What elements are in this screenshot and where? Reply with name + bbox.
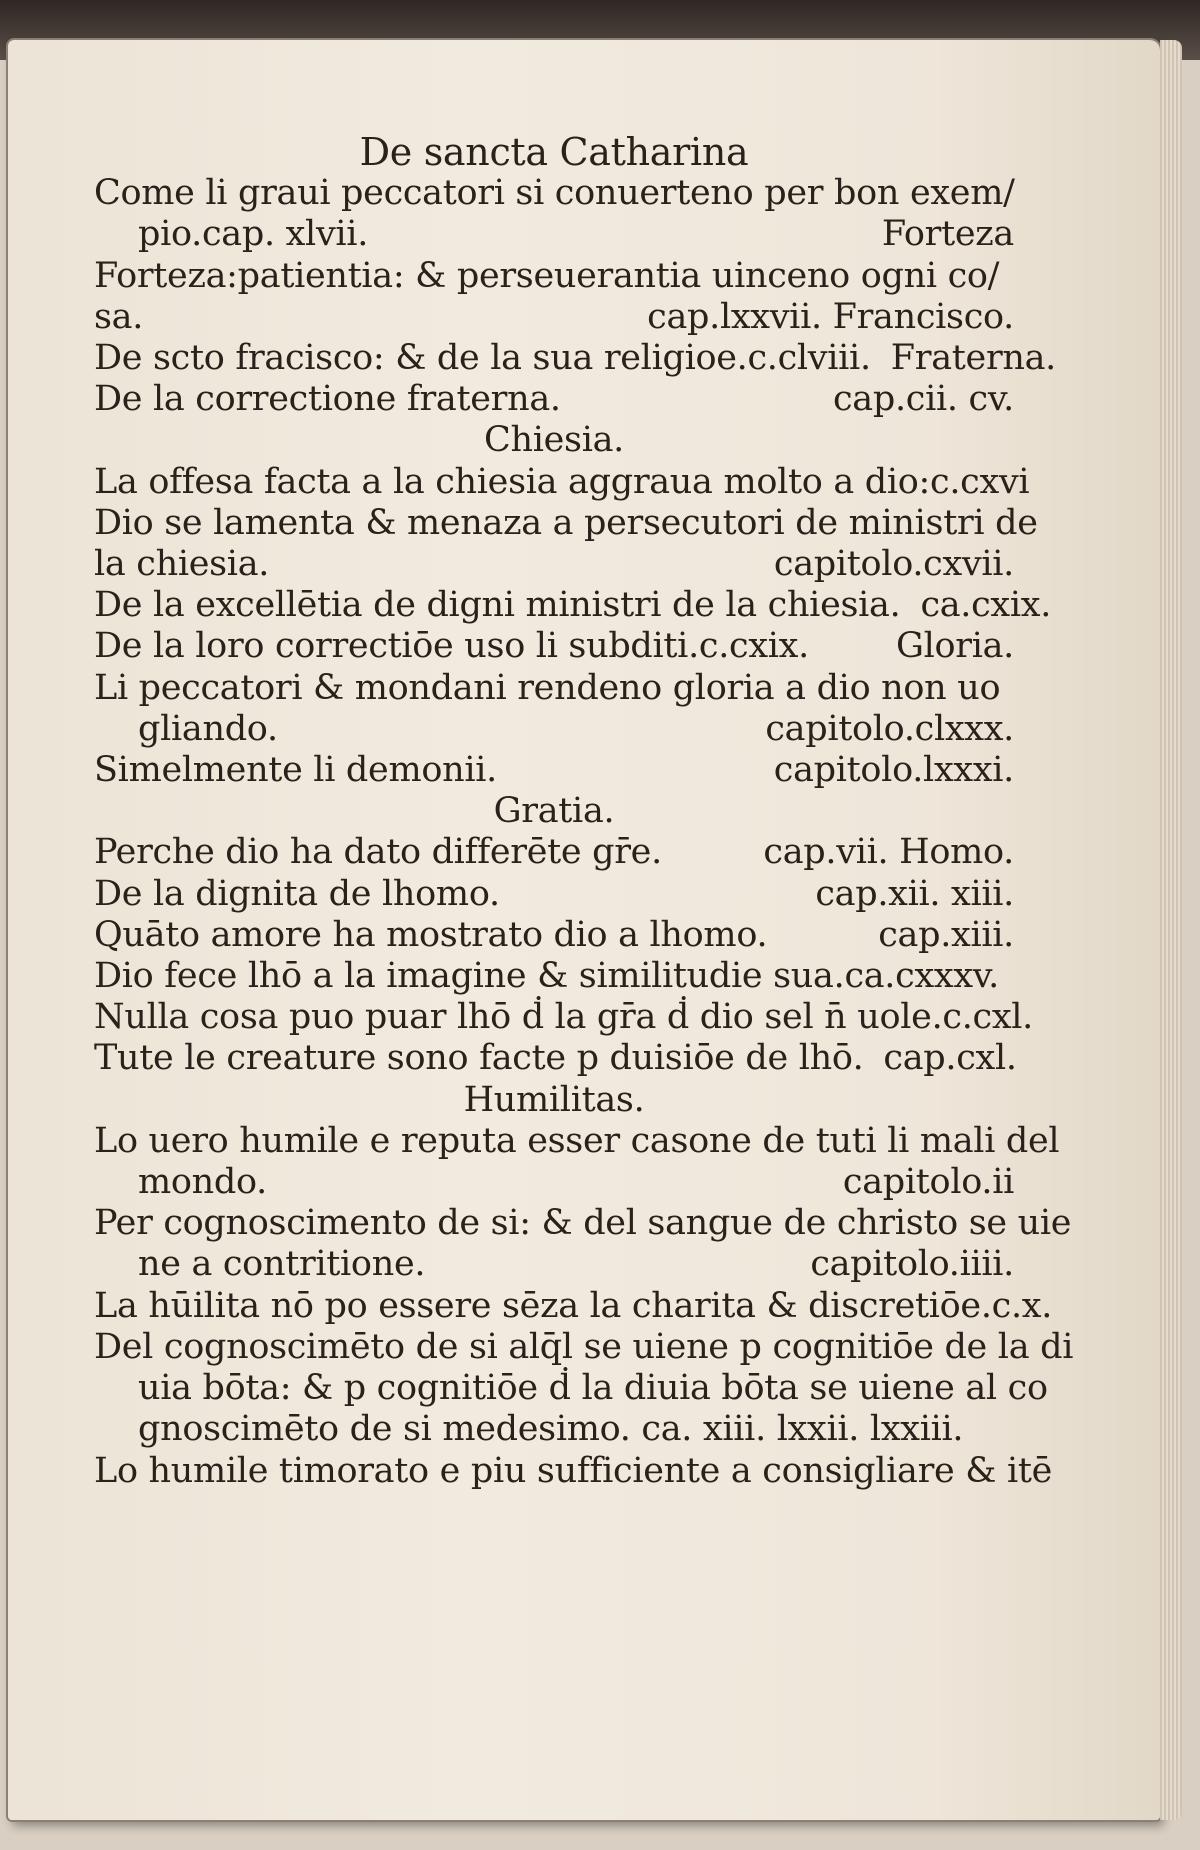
entry-reference: cap.cii. cv. [833,379,1014,420]
entry-text: Lo uero humile e reputa esser casone de tuti li mali del [94,1120,1060,1161]
entry-reference: Forteza [881,214,1014,255]
entry-text: mondo. [138,1162,267,1203]
index-line [94,1244,1014,1285]
index-line [94,1368,1048,1409]
entry-text: Come li graui peccatori si conuerteno per bon exem/ [94,173,1015,214]
entry-text: Per cognoscimento de si: & del sangue de christo se uie [94,1203,1072,1244]
entry-text: Perche dio ha dato differēte gr̄e. [94,832,662,873]
index-text-block [94,130,1074,1492]
index-line [94,502,1038,544]
index-line [94,1285,1053,1327]
index-line [94,956,1014,997]
entry-reference: capitolo.lxxxi. [773,750,1014,791]
entry-reference: capitolo.ii [842,1162,1014,1203]
entry-text: uia bōta: & p cognitiōe ḋ la diuia bōta se uiene al co [138,1368,1048,1409]
index-line [94,173,1014,214]
section-heading: Gratia. [493,791,615,832]
entry-text: Quāto amore ha mostrato dio a lhomo. [94,914,768,955]
index-line [94,256,1014,297]
index-line [94,915,1014,956]
entry-text: gliando. [138,708,278,749]
index-line [94,1203,1072,1244]
entry-text: De scto fracisco: & de la sua religioe.c.clviii. [94,338,871,379]
entry-reference: cap.xiii. [878,914,1014,955]
section-heading: Chiesia. [484,420,624,461]
index-line [94,626,1014,667]
index-line [94,750,1014,791]
entry-text: De la excellētia de digni ministri de la chiesia. [94,585,901,626]
entry-reference: cap.cxl. [883,1038,1017,1079]
index-line [94,874,1014,915]
index-line [94,379,1014,420]
index-line [94,1038,1017,1079]
index-line [94,668,1014,709]
index-line [94,297,1014,338]
entry-text: La hūilita nō po essere sēza la charita & discretiōe.c.x. [94,1285,1053,1326]
entry-text: Del cognoscimēto de si alq̄l se uiene p cognitiōe de la di [94,1326,1074,1367]
index-line [94,585,1052,626]
entry-reference: Fraterna. [890,338,1057,379]
section-heading: Humilitas. [463,1079,645,1120]
entry-reference: capitolo.clxxx. [765,708,1014,749]
index-line [94,1120,1060,1162]
index-line [94,1162,1014,1203]
index-line [94,338,1057,379]
entry-text: Lo humile timorato e piu sufficiente a consigliare & itē [94,1450,1053,1491]
entry-text: Dio se lamenta & menaza a persecutori de ministri de [94,502,1038,543]
running-head: De sancta Catharina [359,130,749,174]
index-line [94,214,1014,255]
index-entries [94,173,1074,1492]
entry-reference: cap.xii. xiii. [815,873,1014,914]
page-edges [1160,40,1182,1820]
entry-text: Forteza:patientia: & perseuerantia uinceno ogni co/ [94,255,1000,296]
entry-text: ne a contritione. [138,1244,426,1285]
entry-text: De la dignita de lhomo. [94,873,500,914]
entry-text: Nulla cosa puo puar lhō ḋ la gr̄a ḋ dio sel n̄ uole.c.cxl. [94,997,1033,1038]
index-line [94,1326,1074,1368]
entry-reference: cap.vii. Homo. [763,832,1014,873]
index-line [94,832,1014,873]
entry-reference: capitolo.iiii. [810,1244,1014,1285]
entry-reference: ca.cxix. [920,585,1052,626]
entry-text: Li peccatori & mondani rendeno gloria a dio non uo [94,667,1001,708]
entry-text: la chiesia. [94,544,270,585]
index-line [94,997,1033,1038]
index-line [94,709,1014,750]
entry-text: Tute le creature sono facte p duisiōe de lhō. [94,1038,864,1079]
entry-reference: Gloria. [895,626,1014,667]
entry-reference: capitolo.cxvii. [773,544,1014,585]
entry-reference: cap.lxxvii. Francisco. [647,296,1014,337]
entry-text: sa. [94,296,144,337]
index-line [94,1450,1053,1492]
entry-text: Dio fece lhō a la imagine & similitudie sua.ca.cxxxv. [94,956,999,997]
entry-text: pio.cap. xlvii. [138,214,369,255]
entry-text: La offesa facta a la chiesia aggraua molto a dio:c.cxvi [94,461,1030,502]
index-line [94,544,1014,585]
index-line [94,461,1030,503]
entry-text: De la loro correctiōe uso li subditi.c.cxix. [94,626,809,667]
entry-text: Simelmente li demonii. [94,750,497,791]
entry-text: De la correctione fraterna. [94,379,561,420]
index-line [94,1409,1014,1450]
entry-text: gnoscimēto de si medesimo. ca. xiii. lxxii. lxxiii. [138,1409,964,1450]
